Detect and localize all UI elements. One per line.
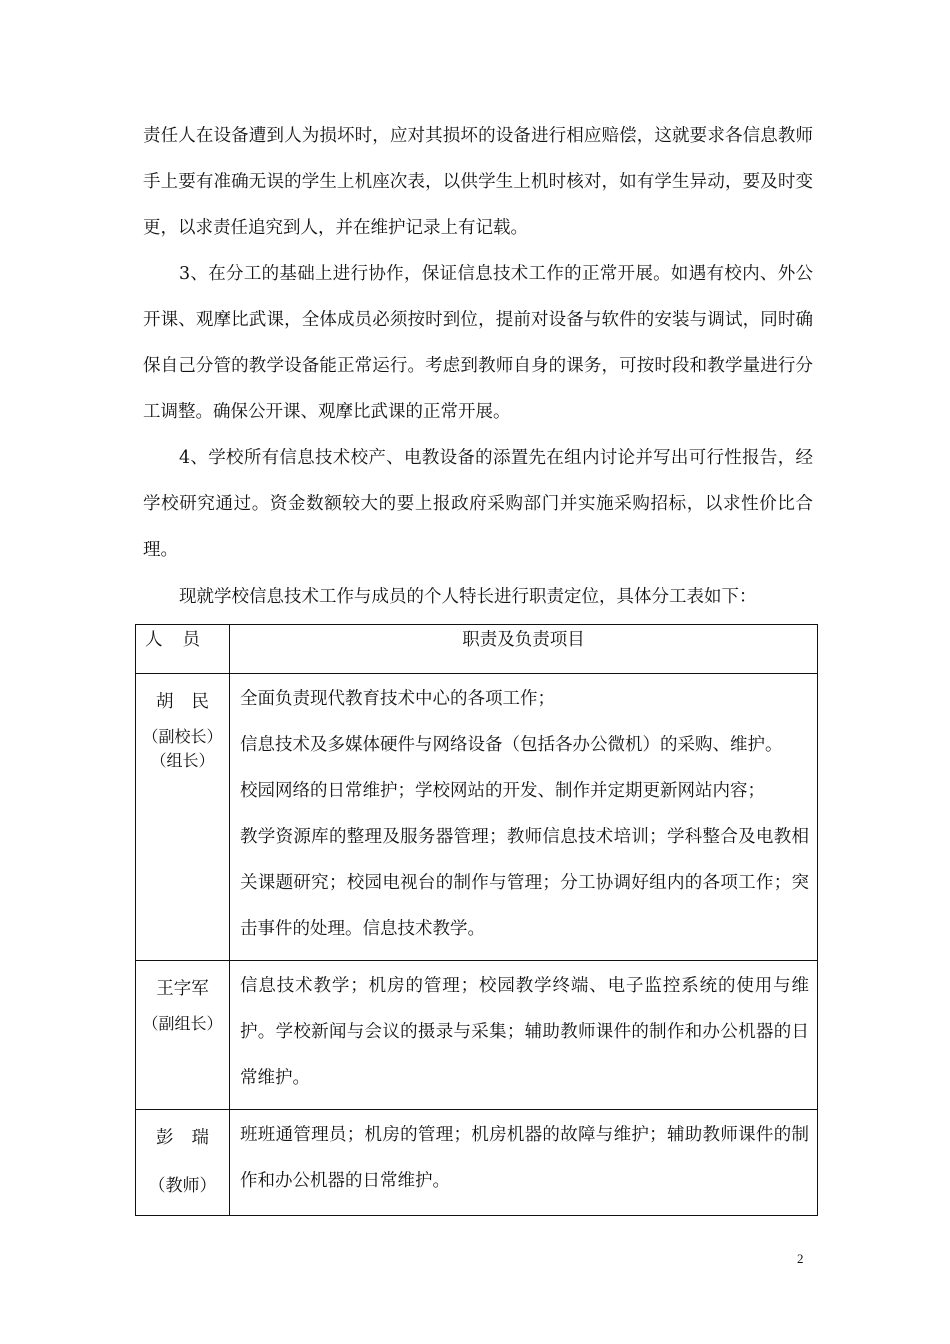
duties-cell: [230, 1110, 818, 1216]
paragraph-responsibility: 责任人在设备遭到人为损坏时，应对其损坏的设备进行相应赔偿，这就要求各信息教师手上要有准确无误的学生上机座次表，以供学生上机时核对，如有学生异动，要及时变更，以求责任追究到人，并在维护记录上有记载。: [143, 126, 813, 238]
table-header-row: [136, 625, 818, 674]
person-role: （副校长）: [142, 727, 223, 746]
header-duties: 职责及负责项目: [230, 625, 818, 674]
person-role: （教师）: [148, 1176, 217, 1196]
person-name: 王字军: [156, 979, 209, 999]
table-row: [136, 674, 818, 961]
header-personnel: 人员: [136, 625, 230, 674]
paragraph-item-3: 3、在分工的基础上进行协作，保证信息技术工作的正常开展。如遇有校内、外公开课、观摩比武课，全体成员必须按时到位，提前对设备与软件的安装与调试，同时确保自己分管的教学设备能正常运行。考虑到教师自身的课务，可按时段和教学量进行分工调整。确保公开课、观摩比武课的正常开展。: [143, 264, 813, 422]
duties-text: 班班通管理员；机房的管理；机房机器的故障与维护；辅助教师课件的制作和办公机器的日常维护。: [240, 1125, 809, 1191]
person-role: （副组长）: [142, 1014, 223, 1033]
duty-line: 信息技术及多媒体硬件与网络设备（包括各办公微机）的采购、维护。: [240, 735, 783, 755]
duty-line: 全面负责现代教育技术中心的各项工作；: [240, 689, 555, 709]
person-name: 彭瑞: [156, 1128, 227, 1148]
table-row: [136, 1110, 818, 1216]
person-cell: [136, 674, 230, 961]
duty-table: [135, 624, 818, 1216]
person-name: 胡民: [156, 692, 227, 712]
duty-line: 校园网络的日常维护；学校网站的开发、制作并定期更新网站内容；: [240, 781, 765, 801]
duties-cell: [230, 961, 818, 1110]
person-role: （组长）: [150, 751, 215, 770]
duty-line: 教学资源库的整理及服务器管理；教师信息技术培训；学科整合及电教相关课题研究；校园电视台的制作与管理；分工协调好组内的各项工作；突击事件的处理。信息技术教学。: [240, 827, 809, 939]
paragraph-table-intro: 现就学校信息技术工作与成员的个人特长进行职责定位，具体分工表如下：: [179, 587, 757, 607]
person-cell: [136, 961, 230, 1110]
duties-cell: [230, 674, 818, 961]
duties-text: [240, 676, 809, 952]
duties-text: 信息技术教学；机房的管理；校园教学终端、电子监控系统的使用与维护。学校新闻与会议的摄录与采集；辅助教师课件的制作和办公机器的日常维护。: [240, 976, 809, 1088]
paragraph-item-4: 4、学校所有信息技术校产、电教设备的添置先在组内讨论并写出可行性报告，经学校研究通过。资金数额较大的要上报政府采购部门并实施采购招标，以求性价比合理。: [143, 448, 813, 560]
person-cell: [136, 1110, 230, 1216]
table-row: [136, 961, 818, 1110]
page-number: 2: [797, 1251, 804, 1266]
